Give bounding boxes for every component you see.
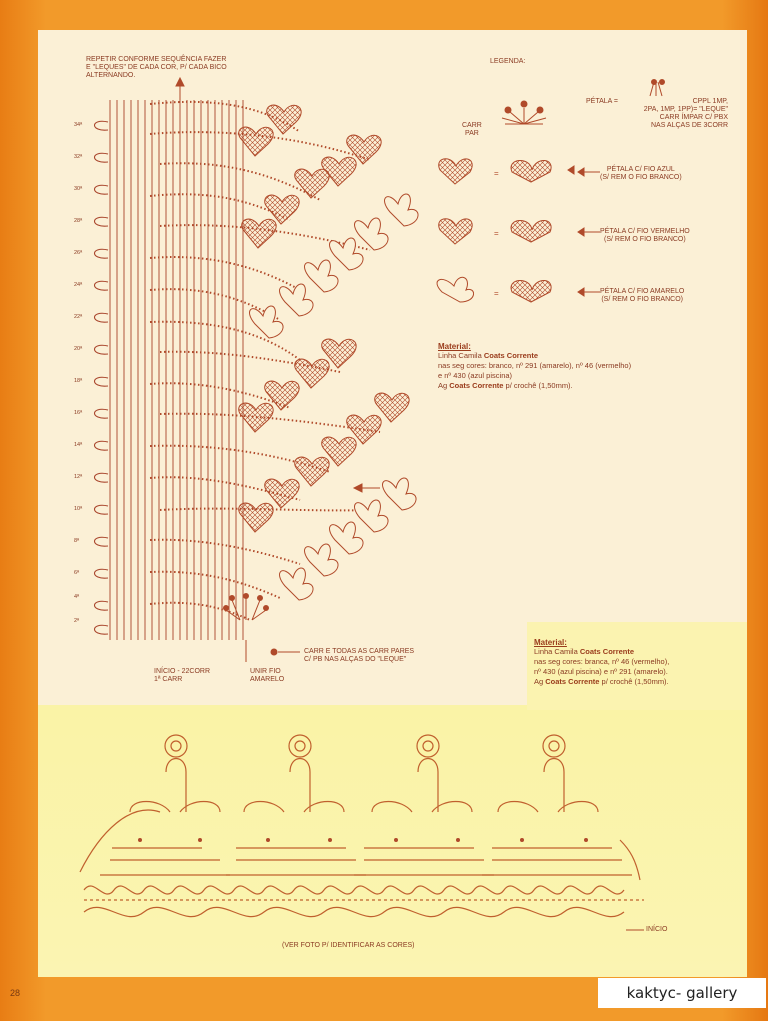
row-number: 12ª <box>74 474 83 480</box>
label-inicio-bottom: INÍCIO <box>646 926 668 933</box>
material-2-line-2: nas seg cores: branca, nº 46 (vermelho), <box>534 657 670 666</box>
label-carr-pares: CARR E TODAS AS CARR PARES C/ PB NAS ALÇAS DO "LEQUE" <box>304 648 415 663</box>
svg-text:=: = <box>494 289 499 298</box>
row-number: 34ª <box>74 122 83 128</box>
row-number: 2ª <box>74 618 80 624</box>
svg-text:=: = <box>494 169 499 178</box>
legend-title: LEGENDA: <box>490 58 526 65</box>
row-number: 22ª <box>74 314 83 320</box>
legend-carr-par: CARR PAR <box>462 122 482 137</box>
row-number: 4ª <box>74 594 80 600</box>
row-number: 24ª <box>74 282 83 288</box>
row-number: 10ª <box>74 506 83 512</box>
svg-text:=: = <box>494 229 499 238</box>
material-2-title: Material: <box>534 638 567 647</box>
row-number: 32ª <box>74 154 83 160</box>
label-inicio-chart: INÍCIO - 22CORR 1ª CARR <box>154 668 211 683</box>
stitch-columns <box>110 100 243 640</box>
row-number: 14ª <box>74 442 83 448</box>
row-number: 26ª <box>74 250 83 256</box>
material-1-title: Material: <box>438 342 471 351</box>
start-motif <box>224 594 278 656</box>
material-1-line-1: Linha Camila Coats Corrente <box>438 351 539 360</box>
material-1-line-2: nas seg cores: branco, nº 291 (amarelo), nº 46 (vermelho) <box>438 361 632 370</box>
watermark-label: kaktyc- gallery <box>598 978 766 1008</box>
material-2-line-4: Ag Coats Corrente p/ crochê (1,50mm). <box>534 677 669 686</box>
row-number: 6ª <box>74 570 80 576</box>
legend-row-red: PÉTALA C/ FIO VERMELHO (S/ REM O FIO BRANCO) <box>600 228 690 243</box>
row-number: 8ª <box>74 538 80 544</box>
row-number: 30ª <box>74 186 83 192</box>
bottom-caption: (VER FOTO P/ IDENTIFICAR AS CORES) <box>282 942 415 949</box>
page-number: 28 <box>10 988 21 998</box>
legend-petala: PÉTALA = <box>586 98 618 105</box>
edge-loops <box>95 121 109 634</box>
material-2-line-1: Linha Camila Coats Corrente <box>534 647 635 656</box>
material-block-2 <box>534 638 744 687</box>
repeat-instruction: REPETIR CONFORME SEQUÊNCIA FAZER E "LEQUES" DE CADA COR, P/ CADA BICO ALTERNANDO. <box>86 56 227 79</box>
legend-petala-desc: CPPL 1MP, 2PA, 1MP, 1PP)= "LEQUE" CARR ÍMPAR C/ PBX NAS ALÇAS DE 3CORR <box>643 98 728 129</box>
row-number: 28ª <box>74 218 83 224</box>
material-1-line-3: e nº 430 (azul piscina) <box>438 371 513 380</box>
bottom-motif-stars <box>138 838 588 842</box>
legend-row-blue: PÉTALA C/ FIO AZUL (S/ REM O FIO BRANCO) <box>600 166 682 181</box>
row-number: 20ª <box>74 346 83 352</box>
bottom-lace-motif <box>80 735 644 917</box>
material-block-1 <box>438 342 738 391</box>
row-number: 18ª <box>74 378 83 384</box>
material-1-line-4: Ag Coats Corrente p/ crochê (1,50mm). <box>438 381 573 390</box>
row-number: 16ª <box>74 410 83 416</box>
legend-row-yellow: PÉTALA C/ FIO AMARELO (S/ REM O FIO BRANCO) <box>600 288 685 303</box>
label-unir-fio: UNIR FIO AMARELO <box>250 668 285 683</box>
material-2-line-3: nº 430 (azul piscina) e nº 291 (amarelo). <box>534 667 668 676</box>
